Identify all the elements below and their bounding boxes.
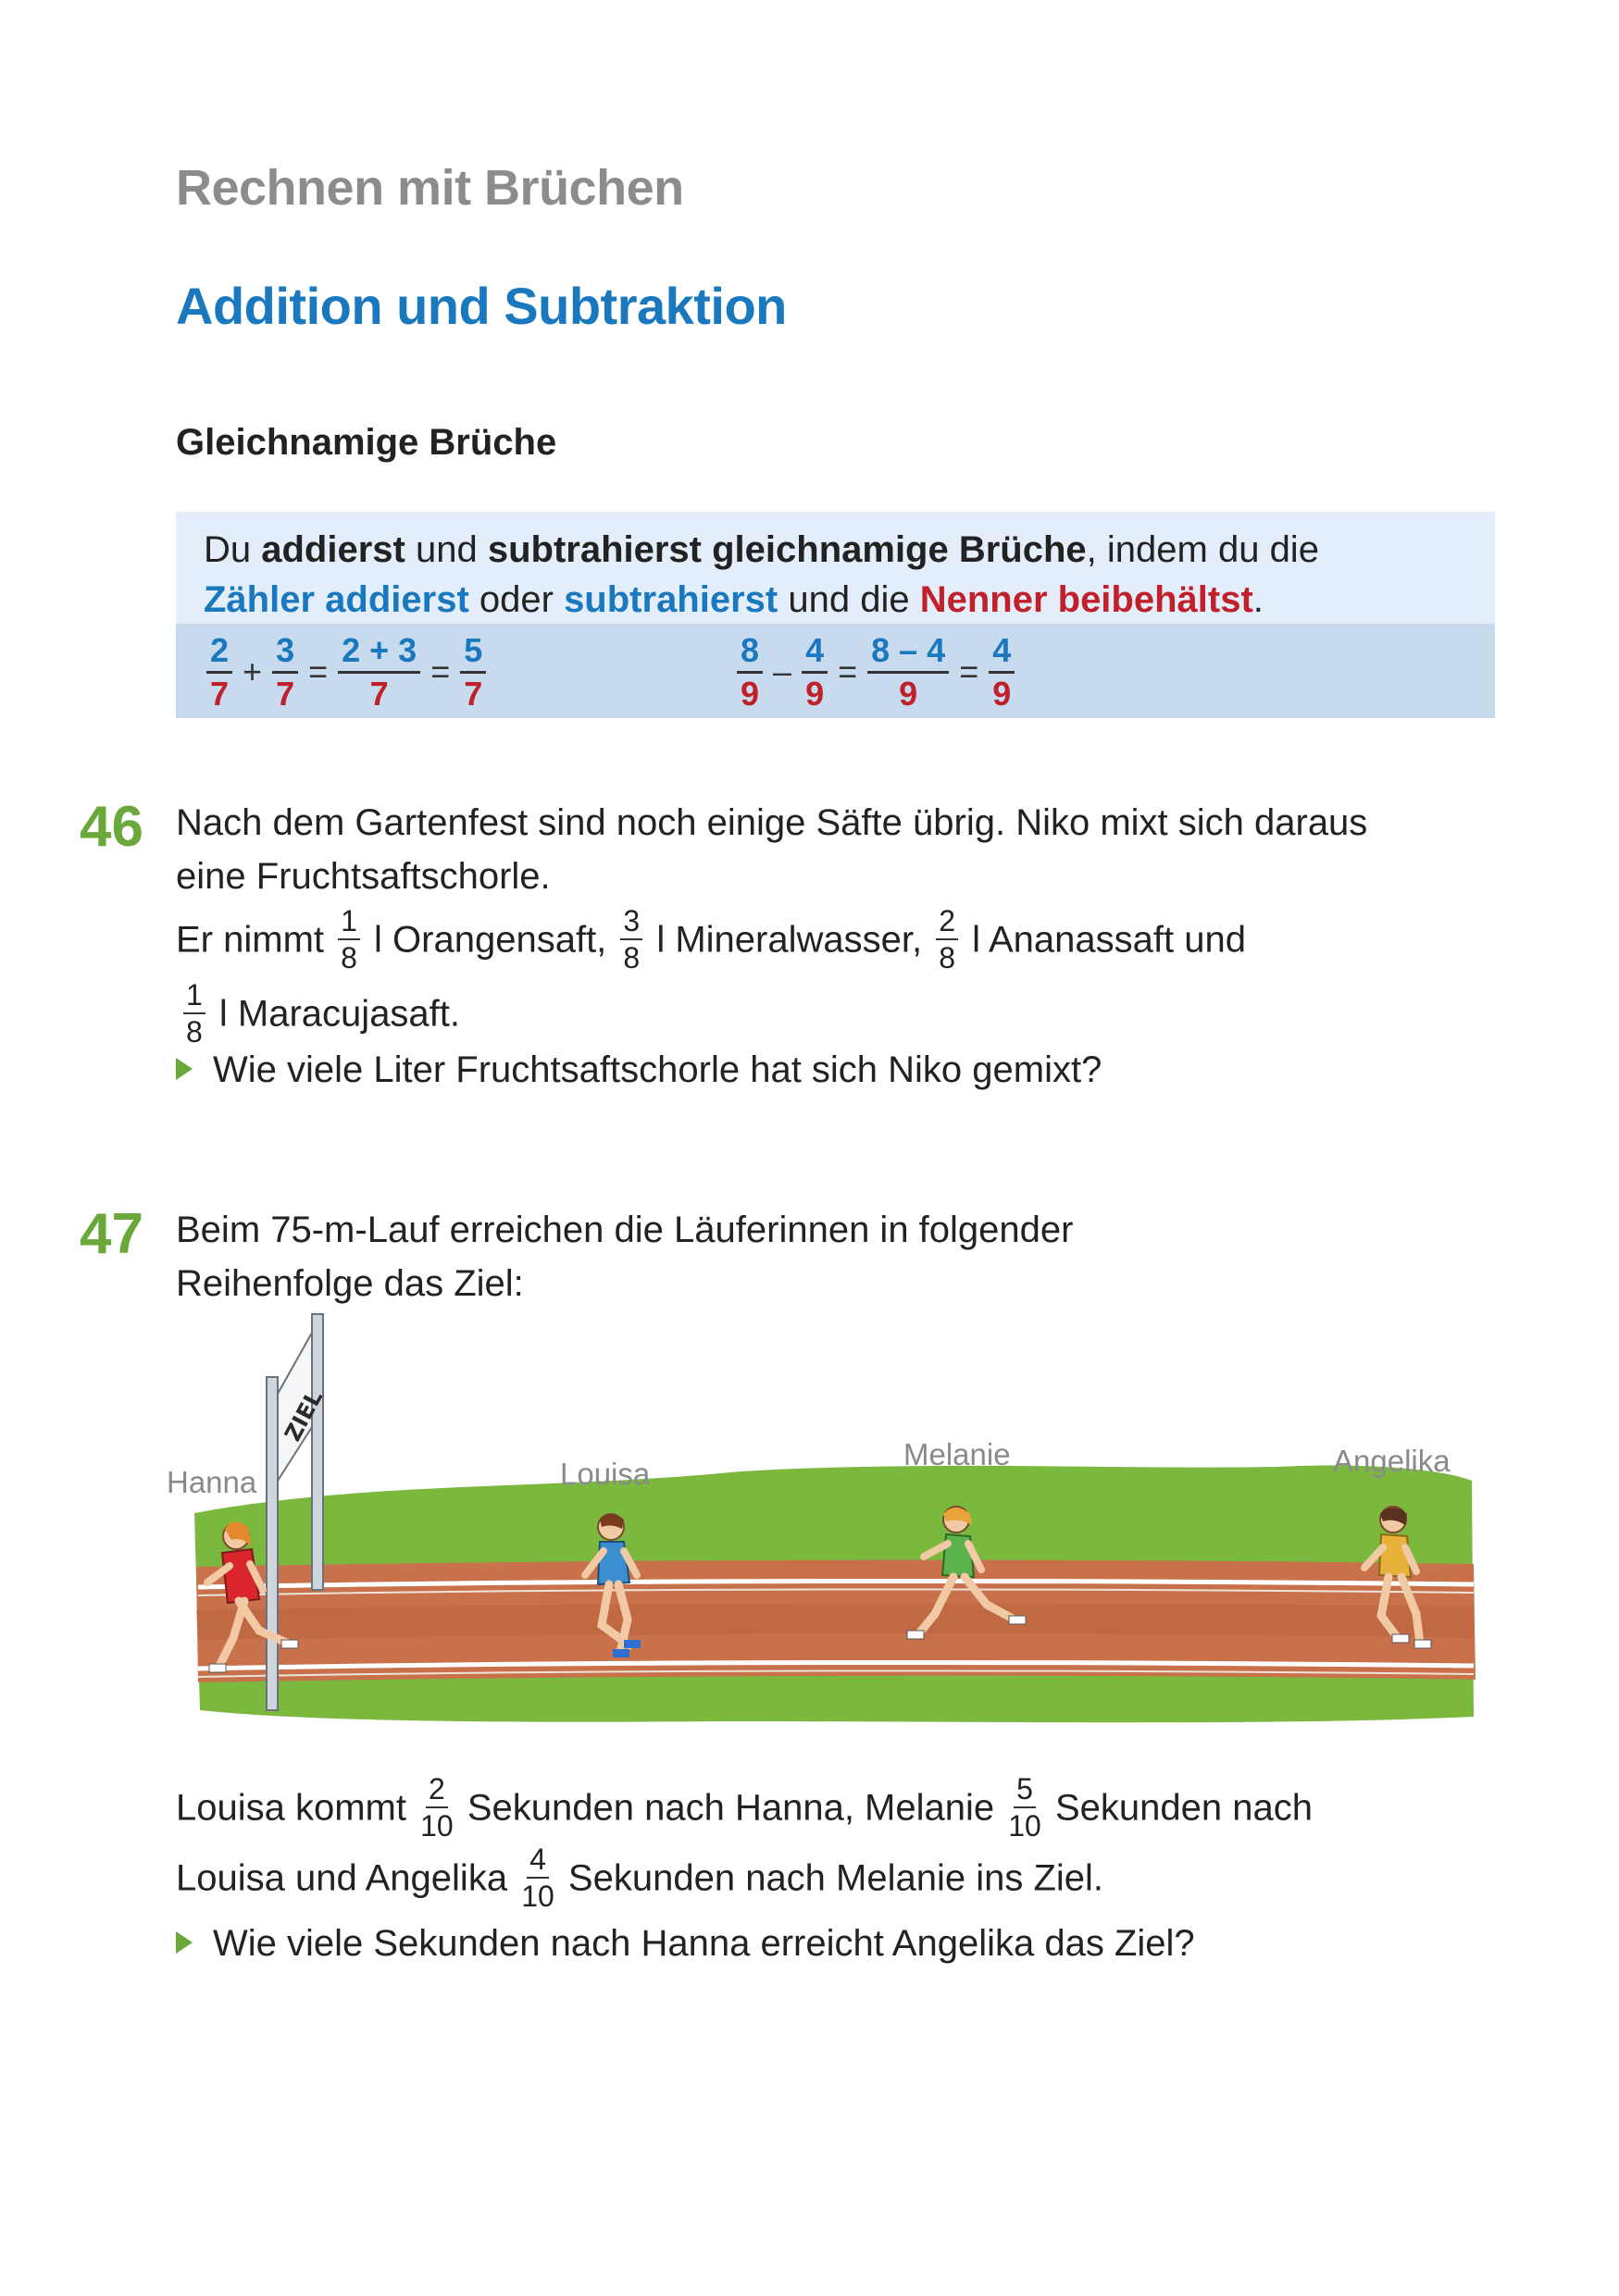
fraction: $\frac{8}{9}$: [737, 634, 763, 711]
equals-sign: =: [959, 652, 979, 690]
chapter-title: Rechnen mit Brüchen: [176, 160, 684, 216]
minus-sign: –: [773, 652, 792, 690]
runner-label-louisa: Louisa: [560, 1457, 651, 1491]
rule-segment: Zähler addierst: [204, 579, 469, 620]
fraction-angelika: $\frac{4}{10}$: [521, 1843, 554, 1913]
fraction: $\frac{5}{7}$: [460, 634, 486, 711]
section-title: Addition und Subtraktion: [176, 277, 787, 335]
example-addition: [204, 630, 489, 714]
rule-segment: und: [405, 529, 488, 570]
fraction-mineral: $\frac{3}{8}$: [620, 906, 642, 973]
task-47-line: Louisa und Angelika $\frac{4}{10}$ Sekunden nach Melanie ins Ziel.: [176, 1843, 1104, 1913]
equals-sign: =: [838, 652, 858, 690]
rule-box: [176, 512, 1495, 718]
rule-segment: oder: [468, 579, 565, 620]
rule-segment: Du: [204, 529, 262, 570]
rule-segment: .: [1252, 579, 1264, 620]
task-46-line: Er nimmt $\frac{1}{8}$ l Orangensaft, $\frac{3}{8}$ l Mineralwasser, $\frac{2}{8}$ l Ananassaft und: [176, 904, 1246, 974]
task-number-46: 46: [80, 795, 143, 859]
fraction: $\frac{4}{9}$: [989, 634, 1015, 711]
task-47-line: Louisa kommt $\frac{2}{10}$ Sekunden nach Hanna, Melanie $\frac{5}{10}$ Sekunden nach: [176, 1772, 1313, 1843]
rule-segment: Nenner beibehältst: [919, 579, 1253, 620]
task-47-text: [176, 1203, 1073, 1310]
rule-segment: und die: [778, 579, 920, 620]
rule-segment: addierst: [261, 529, 405, 570]
task-number-47: 47: [80, 1202, 143, 1266]
rule-line-2: [204, 575, 1319, 625]
fraction-orange: $\frac{1}{8}$: [338, 906, 360, 973]
triangle-bullet-icon: [176, 1058, 193, 1080]
task-46-line: $\frac{1}{8}$ l Maracujasaft.: [176, 983, 1367, 1049]
fraction-melanie: $\frac{5}{10}$: [1008, 1772, 1041, 1843]
fraction-maracuja: $\frac{1}{8}$: [183, 980, 205, 1047]
equals-sign: =: [430, 652, 451, 690]
rule-segment: , indem du die: [1086, 529, 1319, 570]
rule-text: [204, 525, 1319, 625]
fraction-ananas: $\frac{2}{8}$: [936, 906, 958, 973]
fraction: $\frac{8 - 4}{9}$: [867, 634, 949, 711]
task-46-text: [176, 796, 1367, 1049]
task-47-line: Beim 75-m-Lauf erreichen die Läuferinnen in folgender: [176, 1210, 1074, 1250]
rule-segment: subtrahierst gleichnamige Brüche: [487, 529, 1087, 570]
subsection-title: Gleichnamige Brüche: [176, 422, 557, 463]
runner-label-melanie: Melanie: [903, 1437, 1011, 1471]
example-subtraction: [734, 630, 1017, 714]
task-47-question: Wie viele Sekunden nach Hanna erreicht Angelika das Ziel?: [176, 1923, 1195, 1965]
fraction: $\frac{4}{9}$: [802, 634, 828, 711]
rule-segment: subtrahierst: [564, 579, 778, 620]
task-46-line: Nach dem Gartenfest sind noch einige Säfte übrig. Niko mixt sich daraus: [176, 802, 1368, 843]
triangle-bullet-icon: [176, 1931, 193, 1954]
fraction: $\frac{3}{7}$: [272, 634, 298, 711]
rule-line-1: [204, 525, 1319, 575]
equals-sign: =: [308, 652, 329, 690]
task-47-line: Reihenfolge das Ziel:: [176, 1263, 524, 1304]
task-46-question: Wie viele Liter Fruchtsaftschorle hat sich Niko gemixt?: [176, 1049, 1102, 1091]
runner-label-angelika: Angelika: [1333, 1444, 1451, 1478]
fraction: $\frac{2}{7}$: [206, 634, 232, 711]
task-46-line: eine Fruchtsaftschorle.: [176, 856, 551, 897]
runner-label-hanna: Hanna: [167, 1465, 257, 1499]
race-illustration: [167, 1305, 1500, 1731]
fraction: $\frac{2 + 3}{7}$: [338, 634, 420, 711]
task-47-description: [176, 1772, 1313, 1914]
fraction-louisa: $\frac{2}{10}$: [420, 1772, 454, 1843]
finish-sign-text: ZIEL: [280, 1385, 329, 1446]
plus-sign: +: [243, 652, 263, 690]
